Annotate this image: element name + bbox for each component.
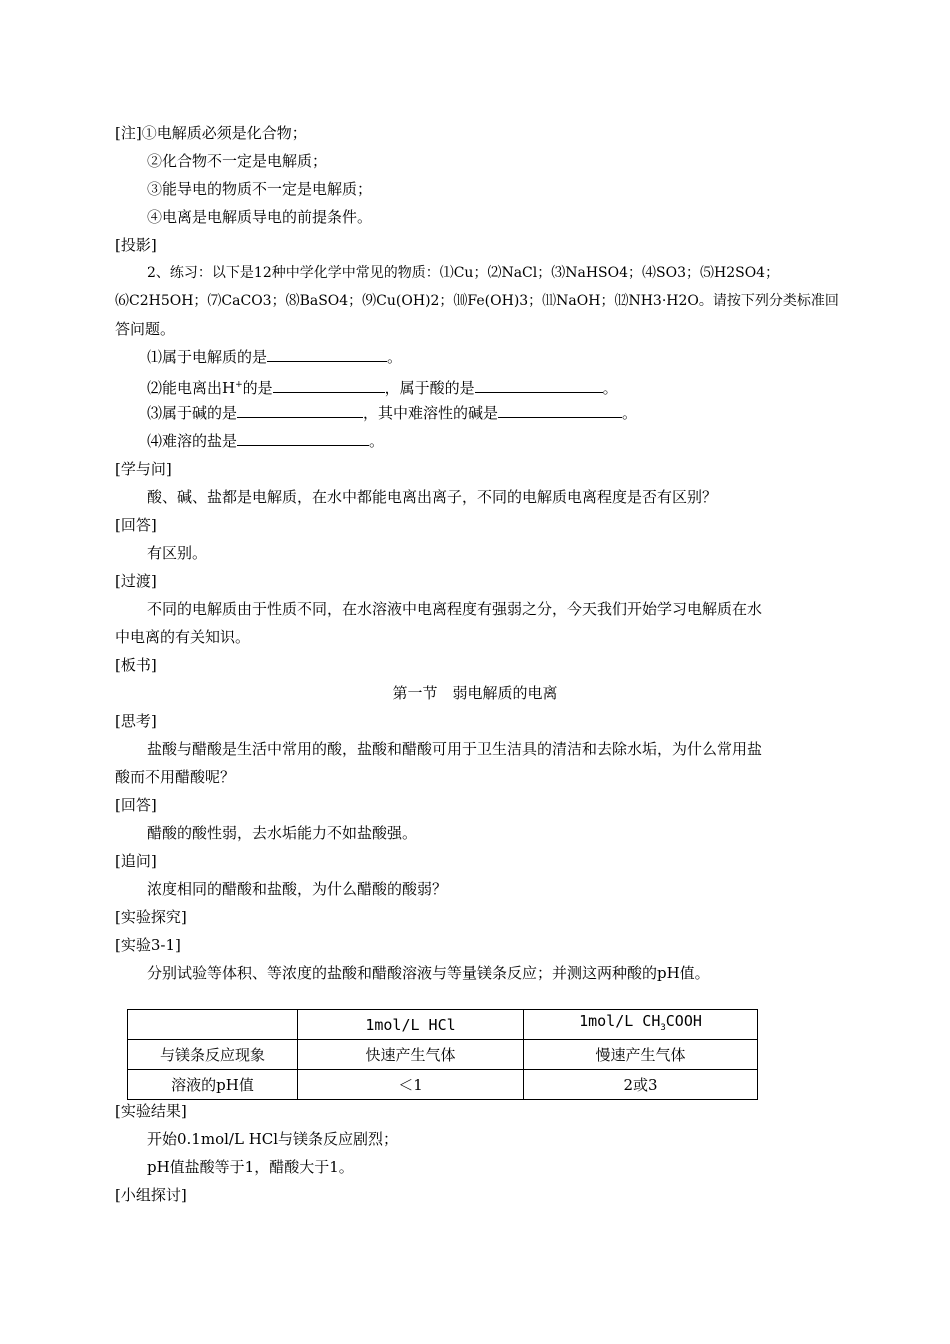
answer-blank	[273, 378, 385, 393]
question-2	[147, 375, 618, 398]
question-1	[147, 347, 402, 367]
learn-ask-text: 酸、碱、盐都是电解质，在水中都能电离出离子，不同的电解质电离程度是否有区别？	[147, 488, 718, 506]
table-cell: 2或3	[524, 1070, 758, 1100]
question-2-text: ⑵能电离出H	[147, 379, 236, 397]
question-3-text-b: ，其中难溶性的碱是	[363, 404, 499, 422]
answer-blank	[237, 431, 369, 446]
question-1-end: 。	[387, 348, 403, 366]
think-text-2: 酸而不用醋酸呢？	[115, 768, 236, 786]
table-row	[128, 1070, 758, 1100]
table-header-acetic-sub: 3	[660, 1023, 666, 1033]
result-text-1: 开始0.1mol/L HCl与镁条反应剧烈；	[147, 1130, 399, 1148]
question-2-text-b: 的是	[242, 379, 273, 397]
note-line-1: [注]①电解质必须是化合物；	[115, 124, 307, 142]
answer-blank	[475, 378, 603, 393]
experiment-explore-heading: [实验探究]	[115, 908, 187, 926]
table-cell	[128, 1010, 298, 1040]
answer-text-2: 醋酸的酸性弱，去水垢能力不如盐酸强。	[147, 824, 418, 842]
table-header-acetic-b: COOH	[665, 1012, 702, 1030]
question-4-text: ⑷难溶的盐是	[147, 432, 238, 450]
answer-heading: [回答]	[115, 516, 157, 534]
learn-ask-heading: [学与问]	[115, 460, 172, 478]
result-text-2: pH值盐酸等于1，醋酸大于1。	[147, 1158, 354, 1176]
note-line-4: ④电离是电解质导电的前提条件。	[147, 208, 373, 226]
board-heading: [板书]	[115, 656, 157, 674]
table-cell: 慢速产生气体	[524, 1040, 758, 1070]
answer-blank	[237, 403, 363, 418]
think-heading: [思考]	[115, 712, 157, 730]
think-text-1: 盐酸与醋酸是生活中常用的酸，盐酸和醋酸可用于卫生洁具的清洁和去除水垢，为什么常用盐	[147, 740, 763, 758]
table-cell: 快速产生气体	[298, 1040, 524, 1070]
transition-text-1: 不同的电解质由于性质不同，在水溶液中电离程度有强弱之分，今天我们开始学习电解质在水	[147, 600, 763, 618]
question-2-sup: +	[235, 380, 243, 390]
table-header-hcl: 1mol/L HCl	[298, 1010, 524, 1040]
question-2-end: 。	[602, 379, 618, 397]
table-header-acetic-a: 1mol/L CH	[579, 1012, 661, 1030]
answer-blank	[498, 403, 622, 418]
follow-up-text: 浓度相同的醋酸和盐酸，为什么醋酸的酸弱？	[147, 880, 448, 898]
answer-blank	[267, 347, 387, 362]
transition-heading: [过渡]	[115, 572, 157, 590]
note-line-2: ②化合物不一定是电解质；	[147, 152, 328, 170]
question-4	[147, 431, 384, 451]
question-2-text-c: ，属于酸的是	[384, 379, 475, 397]
question-3-text: ⑶属于碱的是	[147, 404, 238, 422]
exercise-line-3: 答问题。	[115, 320, 176, 338]
group-discussion-heading: [小组探讨]	[115, 1186, 187, 1204]
table-cell: ＜1	[298, 1070, 524, 1100]
experiment-table	[127, 1009, 758, 1100]
projection-heading: [投影]	[115, 236, 157, 254]
note-line-3: ③能导电的物质不一定是电解质；	[147, 180, 373, 198]
question-4-end: 。	[369, 432, 385, 450]
question-3	[147, 403, 637, 423]
experiment-heading: [实验3-1]	[115, 936, 181, 954]
exercise-line-1: 2、练习：以下是12种中学化学中常见的物质：⑴Cu；⑵NaCl；⑶NaHSO4；⑷SO3；⑸H2SO4；	[147, 265, 780, 281]
table-row	[128, 1040, 758, 1070]
answer-text: 有区别。	[147, 544, 208, 562]
table-row	[128, 1010, 758, 1040]
follow-up-heading: [追问]	[115, 852, 157, 870]
experiment-text: 分别试验等体积、等浓度的盐酸和醋酸溶液与等量镁条反应；并测这两种酸的pH值。	[147, 964, 710, 982]
result-heading: [实验结果]	[115, 1102, 187, 1120]
transition-text-2: 中电离的有关知识。	[115, 628, 251, 646]
table-row-label: 溶液的pH值	[128, 1070, 298, 1100]
question-1-text: ⑴属于电解质的是	[147, 348, 268, 366]
question-3-end: 。	[622, 404, 638, 422]
section-title: 第一节 弱电解质的电离	[392, 684, 558, 702]
exercise-line-2: ⑹C2H5OH；⑺CaCO3；⑻BaSO4；⑼Cu(OH)2；⑽Fe(OH)3；⑾NaOH；⑿NH3·H2O。请按下列分类标准回	[115, 293, 839, 309]
answer-heading-2: [回答]	[115, 796, 157, 814]
table-header-acetic	[524, 1010, 758, 1040]
table-row-label: 与镁条反应现象	[128, 1040, 298, 1070]
